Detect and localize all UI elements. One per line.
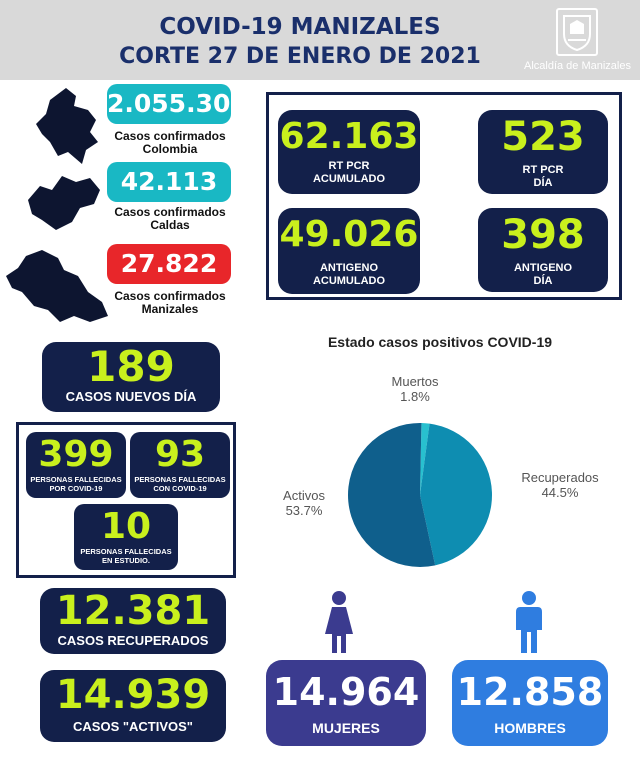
status-pie-chart: [330, 420, 510, 570]
new-cases-value: 189: [87, 342, 175, 391]
deaths-with-covid-value: 93: [154, 434, 206, 475]
logo-caption: Alcaldía de Manizales: [523, 60, 631, 72]
recovered-card: [40, 588, 226, 654]
pcr-day-card: [478, 110, 608, 194]
manizales-confirmed-value: 27.822: [107, 244, 231, 284]
pcr-accumulated-value: 62.163: [279, 116, 419, 157]
manizales-confirmed-label: Casos confirmados Manizales: [114, 289, 226, 317]
active-value: 14.939: [55, 672, 211, 718]
deaths-with-covid-label: PERSONAS FALLECIDAS CON COVID-19: [134, 475, 226, 493]
women-value: 14.964: [272, 670, 420, 714]
active-label: CASOS "ACTIVOS": [73, 719, 193, 734]
pie-slice-recuperados: [420, 424, 492, 566]
antigen-accumulated-label: ANTIGENO ACUMULADO: [312, 262, 386, 287]
deaths-covid-value: 399: [38, 434, 114, 475]
deaths-with-covid-card: [130, 432, 230, 498]
recovered-label: CASOS RECUPERADOS: [57, 633, 209, 648]
men-value: 12.858: [456, 670, 604, 714]
active-card: [40, 670, 226, 742]
caldas-confirmed-value: 42.113: [107, 162, 231, 202]
pie-label-muertos: Muertos 1.8%: [391, 374, 439, 404]
chart-title: Estado casos positivos COVID-19: [327, 334, 553, 350]
women-card: [266, 660, 426, 746]
men-card: [452, 660, 608, 746]
antigen-day-card: [478, 208, 608, 292]
shield-icon: [558, 10, 596, 54]
deaths-covid-label: PERSONAS FALLECIDAS POR COVID-19: [30, 475, 122, 493]
antigen-day-label: ANTIGENO DÍA: [513, 262, 573, 287]
recovered-value: 12.381: [55, 588, 211, 634]
pcr-day-value: 523: [501, 114, 585, 160]
women-label: MUJERES: [312, 720, 380, 736]
deaths-study-value: 10: [100, 506, 152, 547]
page-title: COVID-19 MANIZALES: [159, 14, 441, 40]
colombia-confirmed-label: Casos confirmados Colombia: [114, 129, 226, 157]
new-cases-card: [42, 342, 220, 412]
pcr-day-label: RT PCR DÍA: [522, 164, 564, 189]
alcaldia-logo: [556, 8, 598, 56]
deaths-covid-card: [26, 432, 126, 498]
pcr-accumulated-card: [278, 110, 420, 194]
page-subtitle-date: CORTE 27 DE ENERO DE 2021: [119, 44, 481, 69]
manizales-map-icon: [4, 246, 110, 328]
pie-label-recuperados: Recuperados 44.5%: [521, 470, 599, 500]
woman-icon: [322, 590, 356, 654]
colombia-confirmed-value: 2.055.305: [107, 84, 231, 124]
deaths-study-card: [74, 504, 178, 570]
men-label: HOMBRES: [494, 720, 566, 736]
antigen-accumulated-card: [278, 208, 420, 294]
caldas-confirmed-label: Casos confirmados Caldas: [114, 205, 226, 233]
deaths-study-label: PERSONAS FALLECIDAS EN ESTUDIO.: [80, 547, 172, 565]
pie-label-activos: Activos 53.7%: [283, 488, 325, 518]
caldas-map-icon: [24, 170, 104, 236]
pcr-accumulated-label: RT PCR ACUMULADO: [312, 160, 386, 185]
man-icon: [512, 590, 546, 654]
antigen-day-value: 398: [501, 212, 585, 258]
antigen-accumulated-value: 49.026: [279, 214, 419, 255]
new-cases-label: CASOS NUEVOS DÍA: [65, 389, 197, 404]
colombia-map-icon: [32, 86, 102, 166]
